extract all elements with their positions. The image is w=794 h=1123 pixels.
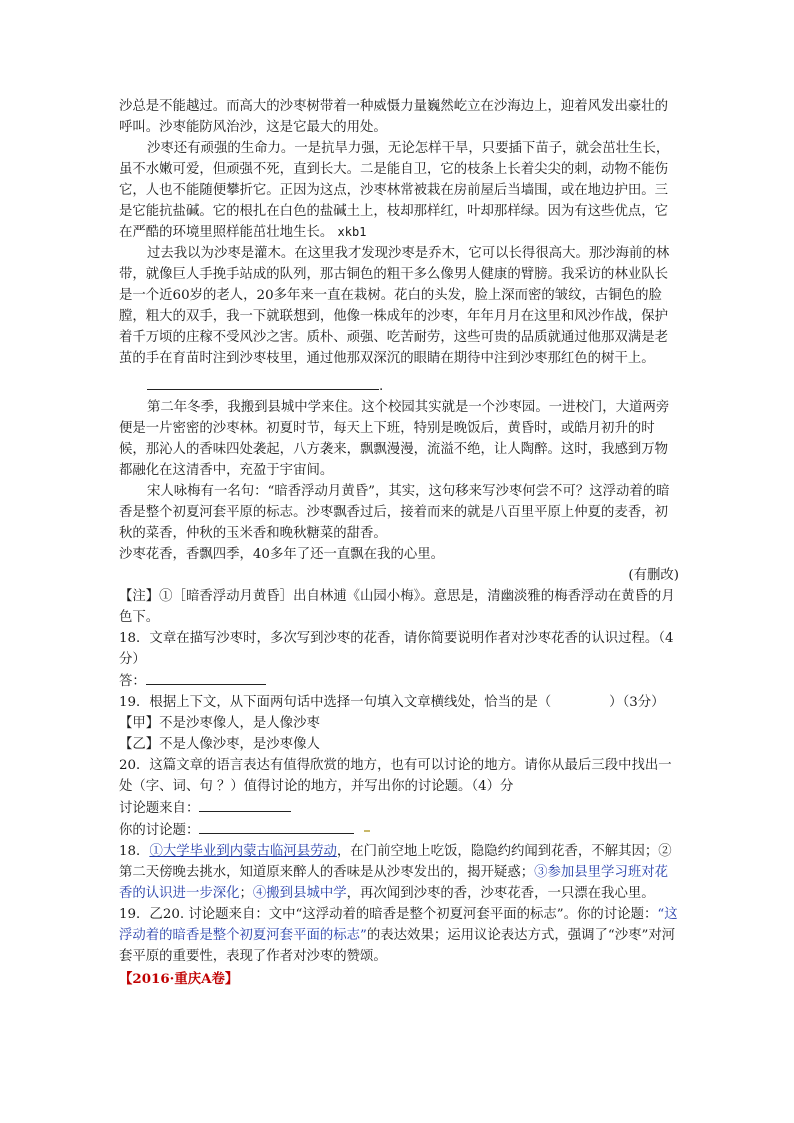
paragraph-4: 第二年冬季，我搬到县城中学来住。这个校园其实就是一个沙枣园。一进校门，大道两旁便是一片密密的沙枣林。初夏时节，每天上下班，特别是晚饭后，黄昏时，或皓月初升的时候，那沁人的香味四处袭起，八方袭来，飘飘漫漫，流溢不绝，让人陶醉。这时，我感到万物都融化在这清香中，充盈于宇宙间。 [119,400,670,478]
document-page [119,96,679,990]
answer-20-part-1: 20. 讨论题来自：文中“这浮动着的暗香是整个初夏河套平面的标志”。你的讨论题： [162,907,658,922]
answer-key-19-20 [119,904,679,967]
option-a: 【甲】不是沙枣像人，是人像沙枣 [119,716,320,731]
question-19-text: 19．根据上下文，从下面两句话中选择一句填入文章横线处，恰当的是（ [119,695,552,710]
decorative-mark [364,830,370,832]
answer-19: 19．乙 [119,907,163,922]
question-20: 20．这篇文章的语言表达有值得欣赏的地方，也有可以讨论的地方。请你从最后三段中找出一处（字、词、句 ？）值得讨论的地方，并写出你的讨论题。（4）分 [119,758,672,794]
exam-source-label: 【2016·重庆A卷】 [119,971,239,987]
paragraph-3: 过去我以为沙枣是灌木。在这里我才发现沙枣是乔木，它可以长得很高大。那沙海前的林带，就像巨人手挽手站成的队列，那古铜色的粗干多么像男人健康的臂膀。我采访的林业队长是一个近60岁的老人，20多年来一直在栽树。花白的头发，脸上深而密的皱纹，古铜色的脸膛，粗大的双手，我一下就联想到，他像一株成年的沙枣，年年月月在这里和风沙作战，保护着千万顷的庄稼不受风沙之害。质朴、顽强、吃苦耐劳，这些可贵的品质就通过他那双满是老茧的手在育苗时注到沙枣枝里，通过他那双深沉的眼睛在期待中注到沙枣那红色的树干上。 [119,246,670,366]
watermark-tag: xkb1 [337,225,367,239]
discussion-topic-blank[interactable] [199,819,354,834]
answer-20-part-2: 的表达效果；运用议论表达方式，强调了“沙枣”对河套平原的重要性，表现了作者对沙枣的赞颂。 [119,928,676,964]
blank-end-dot: . [379,379,384,394]
discussion-topic-row [119,819,679,841]
answer-18-text-3: ，再次闻到沙枣的香，沙枣花香，一只漂在我心里。 [346,886,655,901]
paragraph-5: 宋人咏梅有一名句：“暗香浮动月黄昏”，其实，这句移来写沙枣何尝不可？这浮动着的暗香是整个初夏河套平原的标志。沙枣飘香过后，接着而来的就是八百里平原上仲夏的麦香，初秋的菜香，仲秋的玉米香和晚秋糖菜的甜香。 [119,484,670,541]
answer-18-number: 18． [119,844,150,859]
answer-18-step-3: ③参加县里学习班对花香的认识进一步深化 [119,865,669,901]
question-18: 18．文章在描写沙枣时，多次写到沙枣的花香，请你简要说明作者对沙枣花香的认识过程。（4分） [119,631,674,667]
source-tag [119,969,679,990]
discussion-source-blank[interactable] [199,797,291,812]
blank-line[interactable] [147,375,379,390]
paragraph-6: 沙枣花香，香飘四季，40多年了还一直飘在我的心里。 [119,547,445,562]
discussion-topic-label: 你的讨论题： [119,823,200,838]
discussion-source-row [119,797,679,819]
edited-note: (有删改) [628,568,679,583]
answer-blank[interactable] [146,670,266,685]
answer-20-quote: “这浮动着的暗香是整个初夏河套平面的标志” [119,907,678,943]
paragraph-2 [119,138,679,243]
fill-in-blank-line[interactable] [119,375,679,397]
answer-18-step-1: ①大学毕业到内蒙古临河县劳动 [149,844,337,859]
option-b: 【乙】不是人像沙枣，是沙枣像人 [119,737,320,752]
answer-18-row [119,670,679,692]
answer-18-text-2: ； [239,886,253,901]
question-19 [119,692,679,713]
paragraph-1: 沙总是不能越过。而高大的沙枣树带着一种威慑力量巍然屹立在沙海边上，迎着风发出豪壮的呼叫。沙枣能防风治沙，这是它最大的用处。 [119,99,669,135]
discussion-source-label: 讨论题来自： [119,801,200,816]
answer-key-18 [119,841,679,904]
answer-18-step-4: ④搬到县城中学 [252,886,347,901]
footnote: 【注】①［暗香浮动月黄昏］出自林逋《山园小梅》。意思是，清幽淡雅的梅香浮动在黄昏的月色下。 [119,589,675,625]
answer-18-text-1: ，在门前空地上吃饭，隐隐约约闻到花香，不解其因；②第二天傍晚去挑水，知道原来醉人的香味是从沙枣发出的，揭开疑惑； [119,844,672,880]
question-19-score: ）（3分） [609,695,665,710]
paragraph-2-text: 沙枣还有顽强的生命力。一是抗旱力强，无论怎样干旱，只要插下苗子，就会茁壮生长，虽不水嫩可爱，但顽强不死，直到长大。二是能自卫，它的枝条上长着尖尖的刺，动物不能伤它，人也不能随便攀折它。正因为这点，沙枣林常被栽在房前屋后当墙围，或在地边护田。三是它能抗盐碱。它的根扎在白色的盐碱土上，枝却那样红，叶却那样绿。因为有这些优点，它在严酷的环境里照样能茁壮地生长。 [119,141,670,240]
answer-label: 答： [119,674,146,689]
